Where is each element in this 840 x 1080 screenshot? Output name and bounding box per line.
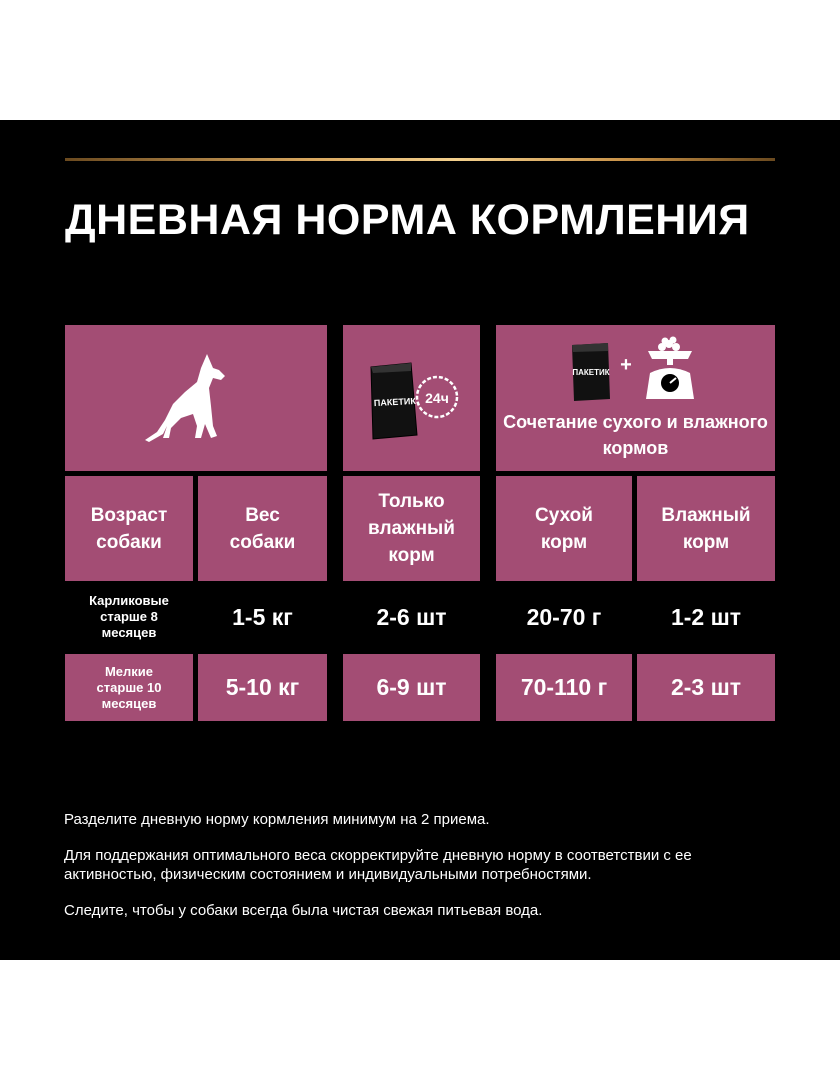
row-1-dry-value: 20-70 г <box>526 603 602 630</box>
row-2-wet-value: 2-3 шт <box>670 674 742 700</box>
combo-label: Сочетание сухого и влажного кормов <box>503 412 768 458</box>
row-2-wet-only-value: 6-9 шт <box>376 674 447 700</box>
feeding-notes <box>64 810 784 937</box>
combo-icon-cell <box>496 325 775 471</box>
plus-sign: + <box>620 354 632 376</box>
header-weight-label: Вес собаки <box>229 504 296 553</box>
table-row-2-weight <box>198 654 327 721</box>
row-1-wet-value: 1-2 шт <box>670 603 742 630</box>
dog-icon-cell <box>65 325 327 471</box>
table-row-1-wet-only <box>343 586 480 648</box>
pouch-24h-icon <box>357 353 467 443</box>
row-1-wet-only-value: 2-6 шт <box>376 603 447 630</box>
table-row-2-wet-only <box>343 654 480 721</box>
header-wet-only-label: Только влажный корм <box>368 491 455 566</box>
table-row-2-age <box>65 654 193 721</box>
table-row-1-age <box>65 586 193 648</box>
header-age <box>65 476 193 581</box>
table-row-2-wet <box>637 654 775 721</box>
header-wet <box>637 476 775 581</box>
header-dry <box>496 476 632 581</box>
row-2-weight-value: 5-10 кг <box>225 674 300 700</box>
row-1-age-label: Карликовые старше 8 месяцев <box>89 593 169 640</box>
note-3: Следите, чтобы у собаки всегда была чистая свежая питьевая вода. <box>64 902 543 919</box>
table-row-1-wet <box>637 586 775 648</box>
row-2-dry-value: 70-110 г <box>520 674 608 700</box>
gold-divider <box>65 158 775 161</box>
header-wet-label: Влажный корм <box>661 504 751 553</box>
pouch-label: ПАКЕТИК <box>373 395 416 409</box>
page-title: ДНЕВНАЯ НОРМА КОРМЛЕНИЯ <box>65 196 750 244</box>
pouch-plus-scale-icon <box>564 333 714 405</box>
wet-only-icon-cell <box>343 325 480 471</box>
row-1-weight-value: 1-5 кг <box>232 603 293 630</box>
header-age-label: Возраст собаки <box>90 504 168 553</box>
table-row-1-weight <box>198 586 327 648</box>
feeding-panel <box>0 120 840 960</box>
header-dry-label: Сухой корм <box>535 504 593 553</box>
header-wet-only <box>343 476 480 581</box>
clock-label: 24ч <box>424 390 449 406</box>
dog-silhouette-icon <box>141 348 251 448</box>
table-row-1-dry <box>496 586 632 648</box>
pouch-label: ПАКЕТИК <box>572 368 610 377</box>
header-weight <box>198 476 327 581</box>
row-2-age-label: Мелкие старше 10 месяцев <box>96 663 162 711</box>
table-row-2-dry <box>496 654 632 721</box>
note-2: Для поддержания оптимального веса скорректируйте дневную норму в соответствии с ее активностью, физическим состоянием и индивидуальными потребностями. <box>64 847 692 883</box>
note-1: Разделите дневную норму кормления минимум на 2 приема. <box>64 811 490 828</box>
